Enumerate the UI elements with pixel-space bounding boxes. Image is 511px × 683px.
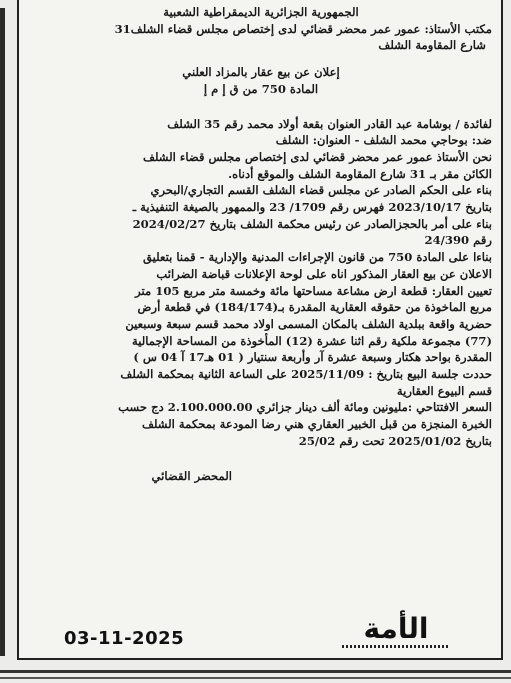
signature-label: المحضر القضائي (151, 468, 232, 483)
article-750-line-1: بناءا على المادة 750 من قانون الإجراءات المدنية والإدارية - قمنا بتعليق (143, 250, 492, 265)
property-line-4: (77) مجموعة ملكية رقم اثنا عشرة (12) المأخوذة من المساحة الإجمالية (132, 333, 492, 348)
notice-content (30, 4, 492, 484)
bailiff-line-2: الكائن مقر بـ 31 شارع المقاومة الشلف والموقع أدناه. (228, 166, 492, 181)
adjacent-column-rule (0, 8, 5, 656)
notice-article: المادة 750 من ق إ م إ (203, 81, 319, 96)
against-line: ضد: بوحاجي محمد الشلف - العنوان: الشلف (275, 133, 492, 148)
sale-session-line-2: قسم البيوع العقارية (396, 383, 492, 398)
property-line-2: مربع الماخوذة من حقوقه العقارية المقدرة بـ(184/174) في قطعة أرض (137, 300, 492, 315)
logo-wordmark: الأمة (363, 612, 429, 645)
opening-price-line-3: بتاريخ 2025/01/02 تحت رقم 25/02 (298, 433, 492, 448)
notice-title: إعلان عن بيع عقار بالمزاد العلني (182, 65, 340, 80)
property-line-1: تعيين العقار: قطعة ارض مشاعة مساحتها مائة وخمسة متر مربع 105 متر (135, 283, 492, 298)
bottom-rule-secondary (0, 677, 511, 679)
property-line-5: المقدرة بواحد هكتار وسبعة عشرة آر وأربعة سنتيار ( 01 هـ17 آ 04 س ) (133, 350, 492, 365)
opening-price-line-1: السعر الافتتاحي :مليونين ومائة ألف دينار جزائري 2.100.000.00 دج حسب (118, 400, 492, 415)
opening-price-line-2: الخبرة المنجزة من قبل الخبير العقاري هني رضا المودعة بمحكمة الشلف (141, 417, 492, 432)
republic-header: الجمهورية الجزائرية الديمقراطية الشعبية (163, 5, 359, 19)
bailiff-line-1: نحن الأستاذ عمور عمر محضر قضائي لدى إختصاص مجلس قضاء الشلف (142, 149, 492, 164)
logo-underline (342, 645, 450, 648)
bottom-rule (0, 670, 511, 673)
article-750-line-2: الاعلان عن بيع العقار المذكور اناه على لوحة الإعلانات قباضة الضرائب (156, 266, 492, 281)
publication-date: 03-11-2025 (64, 628, 185, 649)
sale-session-line-1: حددت جلسة البيع بتاريخ : 2025/11/09 على الساعة الثانية بمحكمة الشلف (120, 367, 492, 382)
seizure-order-line: بناء على أمر بالحجزالصادر عن رئيس محكمة الشلف بتاريخ 2024/02/27 (132, 216, 492, 231)
property-line-3: حضرية واقعة ببلدية الشلف بالمكان المسمى اولاد محمد قسم سبعة وسبعين (125, 316, 492, 331)
office-line-1: مكتب الأستاذ: عمور عمر محضر قضائي لدى إختصاص مجلس قضاء الشلف31 (114, 21, 492, 36)
seizure-order-number: رقم 24/390 (424, 233, 492, 248)
beneficiary-line: لفائدة / بوشامة عبد القادر العنوان بقعة أولاد محمد رقم 35 الشلف (167, 116, 492, 131)
office-line-2: شارع المقاومة الشلف (378, 38, 486, 53)
judgment-line-1: بناء على الحكم الصادر عن مجلس قضاء الشلف القسم التجاري/البحري (150, 183, 492, 198)
judgment-line-2: بتاريخ 2023/10/17 فهرس رقم 1709/ 23 والممهور بالصيغة التنفيذية ـ (132, 200, 492, 215)
newspaper-logo (336, 613, 456, 651)
